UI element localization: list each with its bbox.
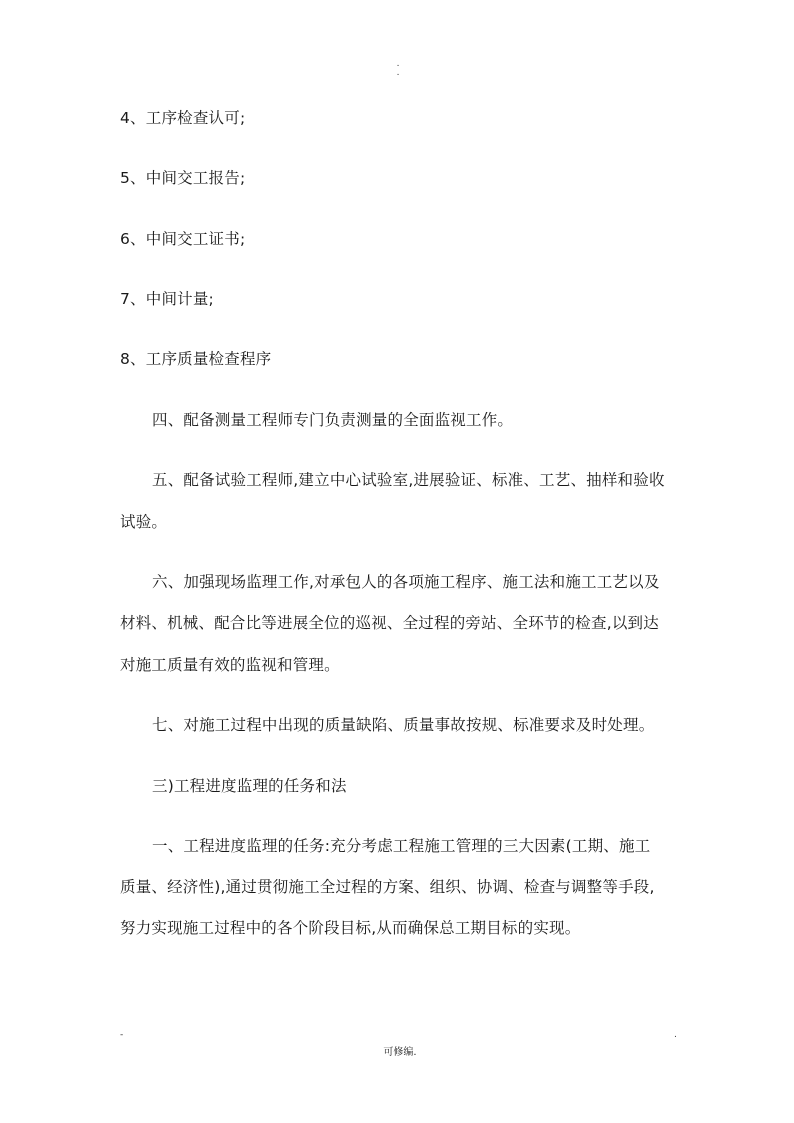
paragraph-5-line-1: 五、配备试验工程师,建立中心试验室,进展验证、标准、工艺、抽样和验收 (152, 471, 665, 489)
list-item-4: 4、工序检查认可; (120, 109, 246, 127)
list-item-7: 7、中间计量; (120, 290, 214, 308)
list-item-5: 5、中间交工报告; (120, 169, 246, 187)
paragraph-7-line-1: 七、对施工过程中出现的质量缺陷、质量事故按规、标准要求及时处理。 (152, 716, 655, 734)
paragraph-progress-line-3: 努力实现施工过程中的各个阶段目标,从而确保总工期目标的实现。 (120, 919, 581, 937)
paragraph-5-line-2: 试验。 (120, 513, 168, 531)
header-dot-top: . (396, 59, 400, 69)
paragraph-6-line-2: 材料、机械、配合比等进展全位的巡视、全过程的旁站、全环节的检查,以到达 (120, 614, 659, 632)
footer-right-mark: . (674, 1030, 677, 1040)
list-item-8: 8、工序质量检查程序 (120, 350, 272, 368)
section-heading-progress: 三)工程进度监理的任务和法 (152, 777, 347, 795)
paragraph-progress-line-2: 质量、经济性),通过贯彻施工全过程的方案、组织、协调、检查与调整等手段, (120, 878, 655, 896)
paragraph-6-line-3: 对施工质量有效的监视和管理。 (120, 656, 340, 674)
paragraph-4-line-1: 四、配备测量工程师专门负责测量的全面监视工作。 (152, 411, 514, 429)
header-dot-bottom: . (396, 68, 400, 78)
header-mark (393, 60, 403, 78)
footer-left-mark: - (120, 1030, 124, 1040)
paragraph-progress-line-1: 一、工程进度监理的任务:充分考虑工程施工管理的三大因素(工期、施工 (152, 837, 651, 855)
list-item-6: 6、中间交工证书; (120, 230, 246, 248)
footer-editable-note: 可修编. (383, 1047, 417, 1058)
paragraph-6-line-1: 六、加强现场监理工作,对承包人的各项施工程序、施工法和施工工艺以及 (152, 573, 660, 591)
